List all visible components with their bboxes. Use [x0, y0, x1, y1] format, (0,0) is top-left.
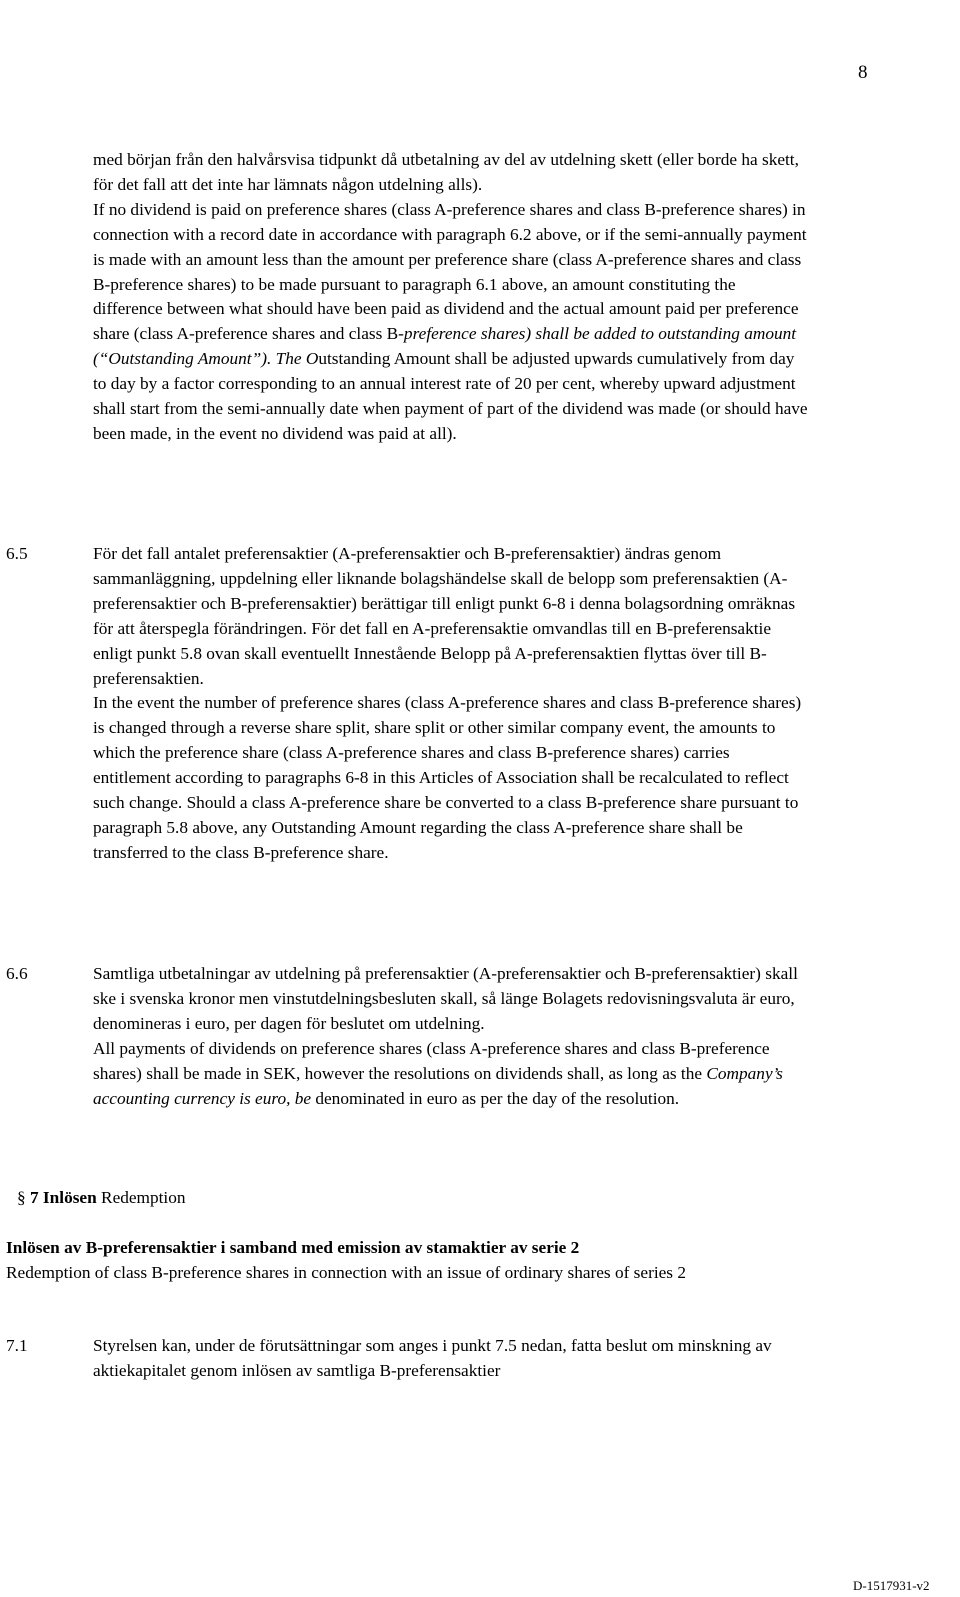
redemption-subheading-english: Redemption of class B-preference shares in connection with an issue of ordinary shares of series 2	[6, 1262, 686, 1282]
clause-6-5-english: In the event the number of preference shares (class A-preference shares and class B-preference shares) is changed through a reverse share split, share split or other similar company event, the amounts to which the preference share (class A-preference shares and class B-preference shares) carries entitlement according to paragraphs 6-8 in this Articles of Association shall be recalculated to reflect such change. Should a class A-preference share be converted to a class B-preference share pursuant to paragraph 5.8 above, any Outstanding Amount regarding the class A-preference share shall be transferred to the class B-preference share.	[93, 693, 802, 862]
section-7-heading	[17, 1186, 186, 1211]
clause-6-6-english-part-1: All payments of dividends on preference shares (class A-preference shares and class B-preference shares) shall be made in SEK, however the resolutions on dividends shall, as long as the	[93, 1038, 770, 1083]
continued-clause-swedish: med början från den halvårsvisa tidpunkt då utbetalning av del av utdelning skett (eller borde ha skett, för det fall att det inte har lämnats någon utdelning alls).	[93, 150, 799, 194]
clause-6-6-english-italic: Company’s accounting currency is euro, be	[93, 1063, 783, 1108]
section-7-english-title: Redemption	[96, 1188, 186, 1207]
redemption-subheading	[6, 1236, 796, 1286]
clause-7-1	[93, 1334, 808, 1384]
continued-english-part-2: utstanding Amount shall be adjusted upwards cumulatively from day to day by a factor corresponding to an annual interest rate of 20 per cent, whereby upward adjustment shall start from the semi-annually date when payment of part of the dividend was made (or should have been made, in the event no dividend was paid at all).	[93, 349, 808, 443]
clause-number-7-1: 7.1	[6, 1336, 28, 1355]
clause-6-5-swedish: För det fall antalet preferensaktier (A-preferensaktier och B-preferensaktier) ändras genom sammanläggning, uppdelning eller liknande bolagshändelse skall de belopp som preferensaktien (A-preferensaktier och B-preferensaktier) berättigar till enligt punkt 6-8 i denna bolagsordning omräknas för att återspegla förändringen. För det fall en A-preferensaktie omvandlas till en B-preferensaktie enligt punkt 5.8 ovan skall eventuellt Innestående Belopp på A-preferensaktien flyttas över till B-preferensaktien.	[93, 544, 796, 688]
clause-6-6-english	[93, 1037, 808, 1112]
section-7-swedish-title: 7 Inlösen	[29, 1188, 97, 1207]
clause-6-5	[93, 542, 808, 866]
redemption-subheading-swedish: Inlösen av B-preferensaktier i samband med emission av stamaktier av serie 2	[6, 1238, 580, 1257]
continued-english-part-1: If no dividend is paid on preference shares (class A-preference shares and class B-preference shares) in connection with a record date in accordance with paragraph 6.2 above, or if the semi-annually payment is made with an amount less than the amount per preference share (class A-preference shares and class B-preference shares) to be made pursuant to paragraph 6.1 above, an amount constituting the difference between what should have been paid as dividend and the actual amount paid per preference share (class A-preference shares and class B-	[93, 199, 807, 344]
continued-english-italic: preference shares) shall be added to outstanding amount (“Outstanding Amount”). The O	[93, 324, 797, 369]
header-line-2: and the English translation, the Swedish text shall prevail.	[300, 25, 660, 42]
clause-number-6-5: 6.5	[6, 544, 28, 563]
page-number: 8	[858, 62, 868, 83]
section-symbol: §	[17, 1188, 26, 1207]
clause-6-6-english-part-2: denominated in euro as per the day of the resolution.	[311, 1088, 680, 1108]
clause-6-6-swedish: Samtliga utbetalningar av utdelning på preferensaktier (A-preferensaktier och B-preferensaktier) skall ske i svenska kronor men vinstutdelningsbesluten skall, så länge Bolagets redovisningsvaluta är euro, denomineras i euro, per dagen för beslutet om utdelning.	[93, 964, 798, 1033]
document-reference-footer: D-1517931-v2	[853, 1578, 930, 1593]
translation-notice-header	[0, 2, 960, 44]
continued-clause	[93, 148, 808, 447]
header-line-1: The English text is a translation of the Swedish original and in case of any discrepancies between the Swedish text	[125, 4, 835, 21]
continued-clause-english	[93, 198, 808, 447]
clause-number-6-6: 6.6	[6, 964, 28, 983]
clause-6-6	[93, 962, 808, 1111]
clause-7-1-swedish: Styrelsen kan, under de förutsättningar som anges i punkt 7.5 nedan, fatta beslut om minskning av aktiekapitalet genom inlösen av samtliga B-preferensaktier	[93, 1336, 772, 1380]
